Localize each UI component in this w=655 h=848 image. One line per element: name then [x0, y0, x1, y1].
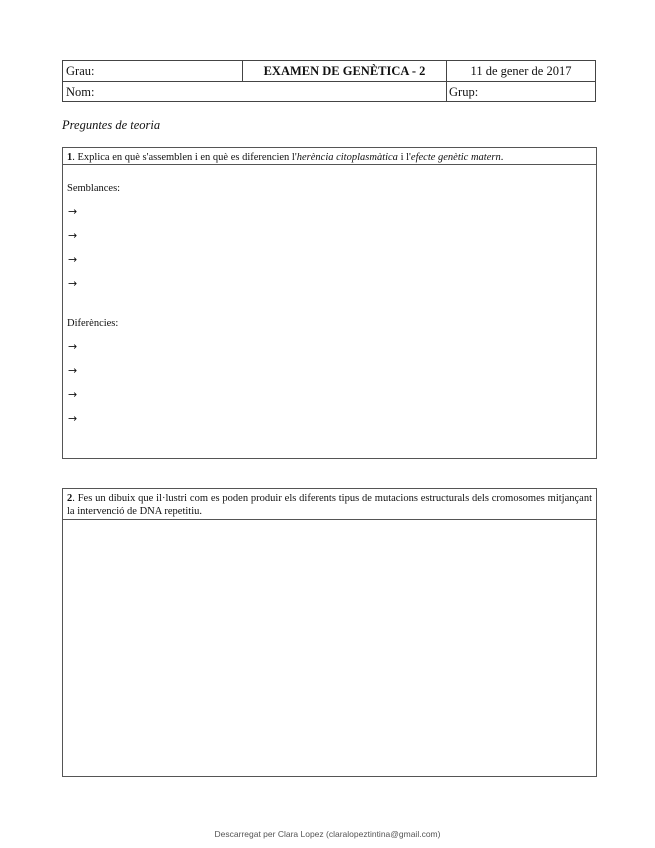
prompt-text: . Fes un dibuix que il·lustri com es poden produir els diferents tipus de mutacions estructurals dels cromosomes mitjançant la intervenció de DNA repetitiu. — [67, 493, 592, 517]
exam-header-table — [62, 60, 596, 102]
diferencies-label: Diferències: — [67, 318, 119, 329]
prompt-text: . Explica en què s'assemblen i en què es diferencien l' — [72, 152, 297, 163]
semblances-label: Semblances: — [67, 183, 121, 194]
arrow-icon: → — [68, 229, 78, 242]
arrow-icon: → — [68, 205, 78, 218]
arrow-icon: → — [68, 253, 78, 266]
prompt-term: efecte genètic matern — [410, 152, 501, 163]
question-number: 1 — [67, 152, 73, 163]
grau-label: Grau: — [66, 64, 95, 78]
nom-label: Nom: — [66, 85, 95, 99]
arrow-icon: → — [68, 412, 78, 425]
arrow-icon: → — [68, 340, 78, 353]
question-1-prompt — [63, 148, 596, 165]
exam-title: EXAMEN DE GENÈTICA - 2 — [263, 64, 426, 78]
download-footer: Descarregat per Clara Lopez (claralopeztintina@gmail.com) — [214, 829, 441, 839]
grup-label: Grup: — [449, 85, 479, 99]
arrow-icon: → — [68, 388, 78, 401]
arrow-icon: → — [68, 364, 78, 377]
arrow-icon: → — [68, 277, 78, 290]
exam-date: 11 de gener de 2017 — [470, 64, 572, 78]
header-divider — [63, 81, 595, 82]
prompt-term: herència citoplasmàtica — [296, 152, 398, 163]
prompt-text: i l' — [397, 152, 411, 163]
prompt-text: . — [500, 152, 504, 163]
question-2-prompt — [63, 489, 596, 520]
section-title: Preguntes de teoria — [62, 118, 161, 132]
question-number: 2 — [67, 493, 73, 504]
question-2-box — [62, 488, 597, 777]
question-1-box — [62, 147, 597, 459]
